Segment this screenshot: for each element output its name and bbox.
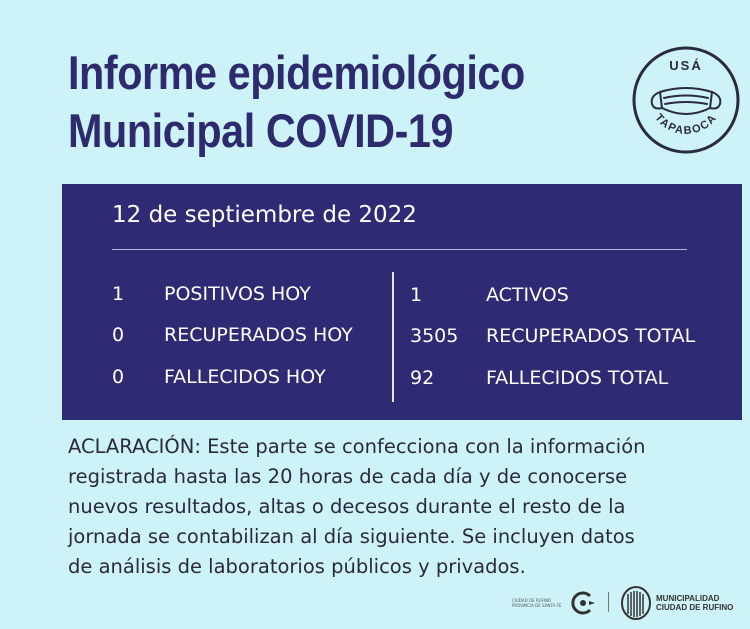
fallecidos-total-value: 92 [410, 367, 435, 389]
positivos-hoy-label: POSITIVOS HOY [164, 283, 311, 305]
badge-top-text: USÁ [669, 58, 703, 73]
disclaimer-line: nuevos resultados, altas o decesos durante el resto de la [68, 495, 626, 518]
activos-value: 1 [410, 284, 423, 306]
footer-logos [510, 584, 745, 622]
fallecidos-hoy-value: 0 [112, 366, 125, 388]
badge-bottom-text: TAPABOCA [652, 111, 720, 138]
title-line-2: Municipal COVID-19 [68, 104, 454, 157]
divider-horizontal [112, 249, 687, 250]
activos-label: ACTIVOS [486, 284, 569, 306]
municipality-logo-line: CIUDAD DE RUFINO [656, 603, 734, 612]
fallecidos-hoy-label: FALLECIDOS HOY [164, 366, 326, 388]
fallecidos-total-label: FALLECIDOS TOTAL [486, 367, 669, 389]
recuperados-total-label: RECUPERADOS TOTAL [486, 325, 696, 347]
face-mask-icon [652, 88, 721, 114]
recuperados-hoy-label: RECUPERADOS HOY [164, 324, 353, 346]
positivos-hoy-value: 1 [112, 283, 125, 305]
disclaimer-line: de análisis de laboratorios públicos y privados. [68, 555, 526, 578]
report-panel [62, 184, 742, 420]
province-logo-icon [570, 590, 596, 616]
page-title [68, 44, 561, 160]
recuperados-hoy-value: 0 [112, 324, 125, 346]
disclaimer-line: registrada hasta las 20 horas de cada día y de conocerse [68, 465, 628, 488]
report-date: 12 de septiembre de 2022 [112, 202, 417, 228]
recuperados-total-value: 3505 [410, 325, 459, 347]
logo-separator [608, 592, 609, 612]
municipality-logo-icon [620, 586, 652, 620]
disclaimer-line: jornada se contabilizan al día siguiente. Se incluyen datos [68, 525, 635, 548]
province-logo-text [512, 598, 561, 608]
disclaimer-line: ACLARACIÓN: Este parte se confecciona con la información [68, 435, 646, 458]
use-mask-badge [630, 44, 742, 156]
municipality-logo-text [656, 594, 733, 612]
province-logo-line: PROVINCIA DE SANTA FE [512, 603, 562, 608]
province-logo-line: CIUDAD DE RUFINO [512, 598, 552, 603]
title-line-1: Informe epidemiológico [68, 46, 525, 99]
divider-vertical [392, 272, 394, 402]
disclaimer-text [68, 432, 728, 582]
municipality-logo-line: MUNICIPALIDAD [656, 594, 720, 603]
